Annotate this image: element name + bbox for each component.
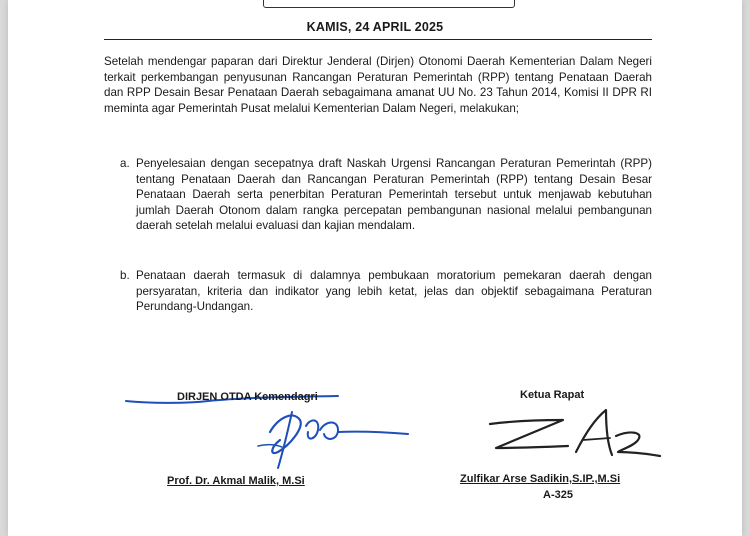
list-item-text: Penyelesaian dengan secepatnya draft Naskah Urgensi Rancangan Peraturan Pemerintah (RPP) tentang Penataan Daerah dan Rancangan Peraturan Pemerintah (RPP) tentang Desain Besar Penataan Daerah serta penerbitan Peraturan Pemerintah tersebut untuk menjawab kebutuhan jumlah Daerah Otonom dalam rangka percepatan pembangunan nasional melalui pembangunan daerah setelah melalui evaluasi dan kajian mendalam. (136, 157, 652, 233)
right-signer-title: Ketua Rapat (520, 389, 585, 401)
right-signature (490, 410, 660, 456)
right-signer-name: Zulfikar Arse Sadikin,S.IP.,M.Si (460, 473, 621, 485)
date-heading: KAMIS, 24 APRIL 2025 (306, 20, 444, 34)
list-marker: b. (120, 269, 130, 282)
right-signer-code: A-325 (543, 489, 573, 501)
list-marker: a. (120, 157, 130, 170)
signature-drawings (8, 0, 742, 536)
left-signer-name: Prof. Dr. Akmal Malik, M.Si (167, 475, 305, 487)
list-item-text: Penataan daerah termasuk di dalamnya pembukaan moratorium pemekaran daerah dengan persyaratan, kriteria dan indikator yang lebih ketat, jelas dan objektif sebagaimana Peraturan Perundang-Undangan. (136, 269, 652, 314)
left-signer-title: DIRJEN OTDA Kemendagri (177, 391, 318, 403)
document-page (8, 0, 742, 536)
intro-paragraph: Setelah mendengar paparan dari Direktur Jenderal (Dirjen) Otonomi Daerah Kementerian Dalam Negeri terkait perkembangan penyusunan Rancangan Peraturan Pemerintah (RPP) tentang Penataan Daerah dan RPP Desain Besar Penataan Daerah sebagaimana amanat UU No. 23 Tahun 2014, Komisi II DPR RI meminta agar Pemerintah Pusat melalui Kementerian Dalam Negeri, melakukan; (104, 55, 652, 115)
left-signature (126, 396, 408, 468)
